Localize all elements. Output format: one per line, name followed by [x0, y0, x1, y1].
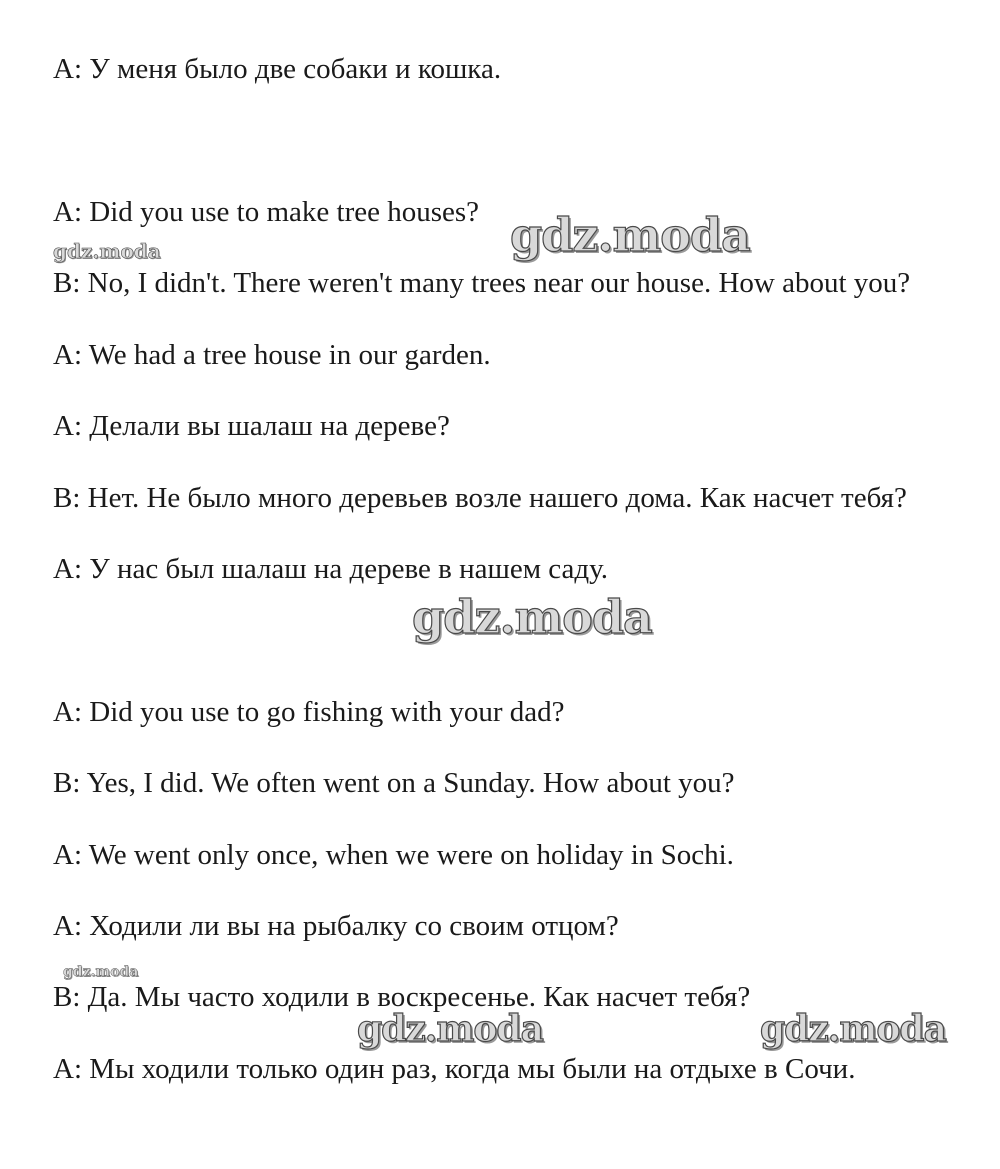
- dialogue-line: B: Нет. Не было много деревьев возле нашего дома. Как насчет тебя?: [53, 482, 907, 514]
- dialogue-line: A: Did you use to make tree houses?: [53, 196, 480, 228]
- watermark: gdz.moda: [63, 964, 139, 980]
- dialogue-line: A: Ходили ли вы на рыбалку со своим отцом?: [53, 910, 619, 942]
- watermark: gdz.moda: [760, 1008, 946, 1050]
- watermark: gdz.moda: [510, 208, 750, 262]
- watermark: gdz.moda: [357, 1008, 543, 1050]
- dialogue-line: A: Мы ходили только один раз, когда мы были на отдыхе в Сочи.: [53, 1053, 856, 1085]
- watermark: gdz.moda: [53, 239, 161, 263]
- dialogue-line: A: We had a tree house in our garden.: [53, 339, 491, 371]
- dialogue-line: A: У нас был шалаш на дереве в нашем саду.: [53, 553, 609, 585]
- dialogue-line: B: No, I didn't. There weren't many trees near our house. How about you?: [53, 267, 911, 299]
- dialogue-line: A: We went only once, when we were on holiday in Sochi.: [53, 839, 734, 871]
- dialogue-line: A: У меня было две собаки и кошка.: [53, 53, 502, 85]
- dialogue-line: B: Да. Мы часто ходили в воскресенье. Как насчет тебя?: [53, 981, 751, 1013]
- dialogue-line: A: Делали вы шалаш на дереве?: [53, 410, 450, 442]
- watermark: gdz.moda: [412, 590, 652, 644]
- dialogue-line: A: Did you use to go fishing with your dad?: [53, 696, 565, 728]
- dialogue-line: B: Yes, I did. We often went on a Sunday. How about you?: [53, 767, 735, 799]
